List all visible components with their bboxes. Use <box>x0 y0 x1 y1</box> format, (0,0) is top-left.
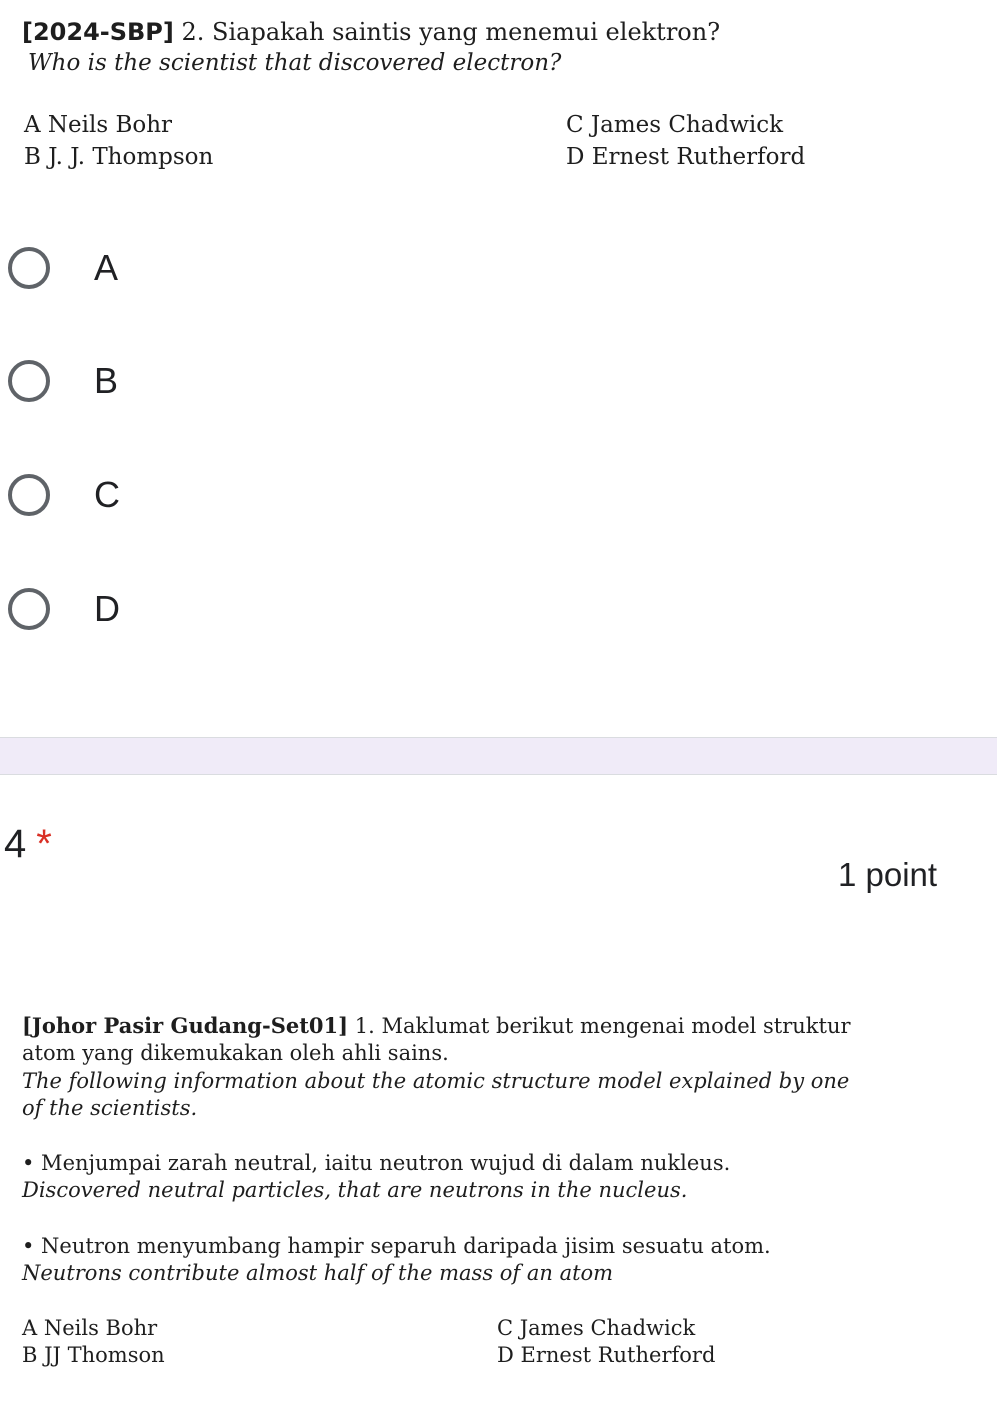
question-4-prompt <box>22 1013 851 1038</box>
choice-d[interactable] <box>0 577 400 641</box>
q4-option-b-text: B JJ Thomson <box>22 1343 165 1367</box>
question-points: 1 point <box>838 856 938 893</box>
choice-a-label: A <box>94 247 119 288</box>
question-3-prompt: 2. Siapakah saintis yang menemui elektron? <box>181 18 721 46</box>
q3-option-d-text: D Ernest Rutherford <box>566 144 806 170</box>
choice-c[interactable] <box>0 463 400 527</box>
choice-a[interactable] <box>0 236 400 300</box>
choice-c-label: C <box>94 474 120 515</box>
q4-option-d-text: D Ernest Rutherford <box>497 1343 716 1367</box>
radio-button-b[interactable] <box>8 360 50 402</box>
question-4-bullet-2: • Neutron menyumbang hampir separuh daripada jisim sesuatu atom. <box>22 1234 771 1258</box>
choice-d-label: D <box>94 588 120 629</box>
radio-button-d[interactable] <box>8 588 50 630</box>
question-4-bullet-1: • Menjumpai zarah neutral, iaitu neutron wujud di dalam nukleus. <box>22 1151 731 1175</box>
q4-option-c-text: C James Chadwick <box>497 1316 696 1340</box>
radio-button-a[interactable] <box>8 247 50 289</box>
question-number: 4 <box>4 822 27 866</box>
q3-option-a-text: A Neils Bohr <box>24 112 173 138</box>
choice-b[interactable] <box>0 349 400 413</box>
question-divider <box>0 737 997 775</box>
q4-option-a-text: A Neils Bohr <box>22 1316 158 1340</box>
question-4-bullet-2-translation: Neutrons contribute almost half of the mass of an atom <box>22 1261 614 1285</box>
question-4-bullet-1-translation: Discovered neutral particles, that are neutrons in the nucleus. <box>22 1178 688 1202</box>
question-3-title <box>22 18 720 46</box>
choice-b-label: B <box>94 360 119 401</box>
question-4-number <box>4 822 52 867</box>
question-4-translation-line1: The following information about the atomic structure model explained by one <box>22 1069 850 1093</box>
q3-option-c-text: C James Chadwick <box>566 112 784 138</box>
question-4-translation-line2: of the scientists. <box>22 1096 198 1120</box>
required-asterisk: * <box>36 822 52 866</box>
question-3-tag: [2024-SBP] <box>22 18 174 46</box>
question-3-translation: Who is the scientist that discovered electron? <box>28 50 562 76</box>
radio-button-c[interactable] <box>8 474 50 516</box>
question-4-prompt-line1: 1. Maklumat berikut mengenai model struktur <box>354 1014 851 1038</box>
q3-option-b-text: B J. J. Thompson <box>24 144 214 170</box>
question-4-tag: [Johor Pasir Gudang-Set01] <box>22 1013 349 1038</box>
question-4-prompt-line2: atom yang dikemukakan oleh ahli sains. <box>22 1041 449 1065</box>
